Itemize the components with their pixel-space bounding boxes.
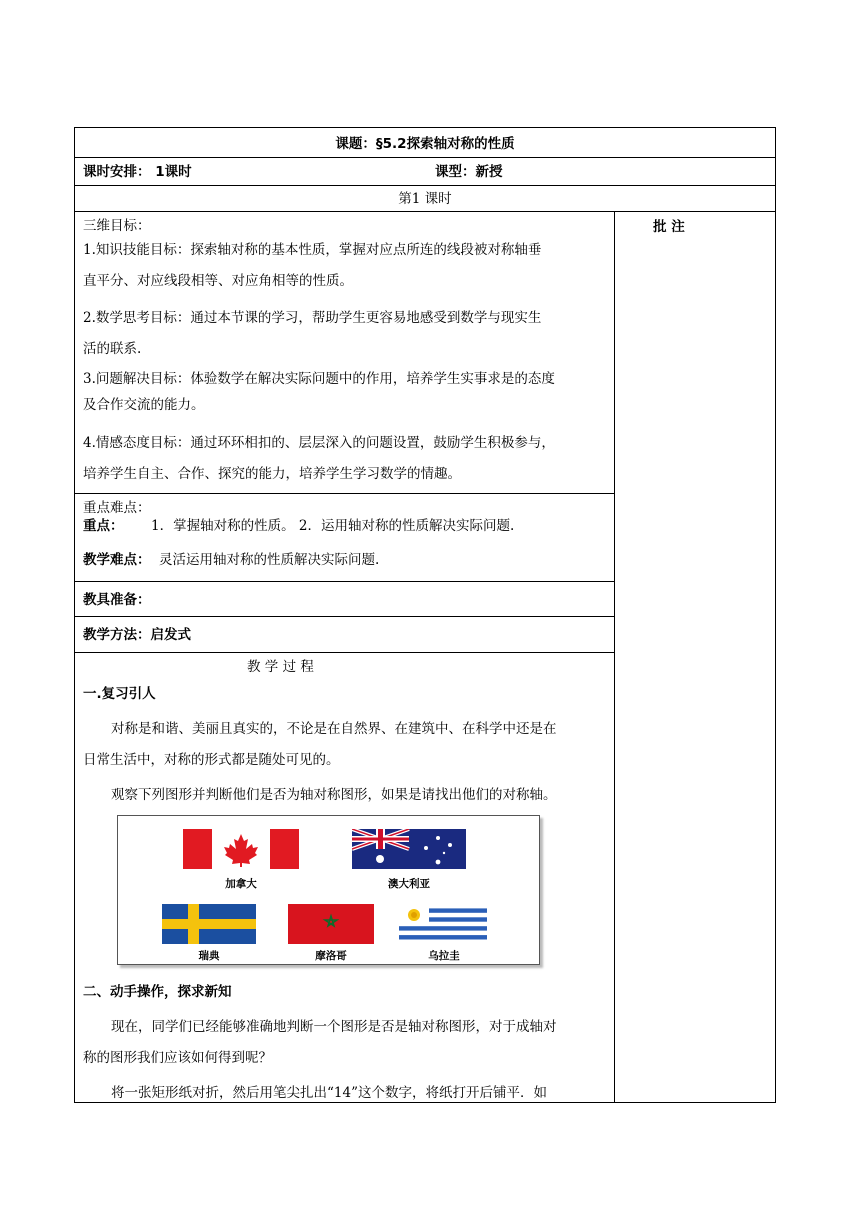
flags-image	[117, 815, 540, 965]
method-cell	[75, 617, 615, 653]
para-1-line-2: 日常生活中，对称的形式都是随处可见的。	[83, 752, 340, 768]
tools-cell	[75, 582, 615, 617]
goal-3-line-1: 3.问题解决目标：体验数学在解决实际问题中的作用，培养学生实事求是的态度	[83, 371, 555, 387]
goal-2-line-2: 活的联系.	[83, 341, 142, 357]
tools-label: 教具准备：	[83, 592, 151, 608]
period-row	[75, 186, 775, 212]
australia-caption: 澳大利亚	[388, 878, 430, 890]
sweden-caption: 瑞典	[198, 950, 220, 962]
goal-4-line-2: 培养学生自主、合作、探究的能力，培养学生学习数学的情趣。	[83, 466, 461, 482]
title-row	[75, 128, 775, 158]
process-cell	[75, 653, 615, 1103]
canada-flag	[183, 829, 299, 869]
para-2: 观察下列图形并判断他们是否为轴对称图形，如果是请找出他们的对称轴。	[111, 787, 557, 803]
schedule-row	[75, 158, 775, 186]
key-text: 1．掌握轴对称的性质。 2．运用轴对称的性质解决实际问题.	[151, 518, 515, 534]
schedule-label: 课时安排： 1课时	[83, 164, 192, 180]
goal-1-line-1: 1.知识技能目标：探索轴对称的基本性质，掌握对应点所连的线段被对称轴垂	[83, 242, 542, 258]
uruguay-caption: 乌拉圭	[428, 950, 460, 962]
key-points-cell	[75, 494, 615, 582]
section-1-heading: 一.复习引人	[83, 686, 156, 702]
goals-cell	[75, 212, 615, 494]
key-label: 重点：	[83, 518, 124, 534]
lesson-plan-table	[74, 127, 776, 1103]
goal-3-line-2: 及合作交流的能力。	[83, 397, 205, 413]
goal-2-line-1: 2.数学思考目标：通过本节课的学习，帮助学生更容易地感受到数学与现实生	[83, 310, 542, 326]
lesson-title: 课题：§5.2探索轴对称的性质	[335, 136, 515, 152]
sweden-flag	[162, 904, 256, 944]
difficulty-label: 教学难点：	[83, 552, 151, 568]
goals-heading: 三维目标：	[83, 218, 151, 234]
goal-4-line-1: 4.情感态度目标：通过环环相扣的、层层深入的问题设置，鼓励学生积极参与，	[83, 435, 555, 451]
method-label: 教学方法：启发式	[83, 627, 191, 643]
annotation-label: 批 注	[653, 219, 685, 235]
period-label: 第1 课时	[398, 191, 452, 207]
difficulty-text: 灵活运用轴对称的性质解决实际问题.	[159, 552, 380, 568]
goal-1-line-2: 直平分、对应线段相等、对应角相等的性质。	[83, 273, 353, 289]
process-title: 教 学 过 程	[247, 659, 314, 675]
section-2-heading: 二、动手操作，探求新知	[83, 984, 232, 1000]
lesson-type: 课型：新授	[435, 164, 503, 180]
para-1-line-1: 对称是和谐、美丽且真实的，不论是在自然界、在建筑中、在科学中还是在	[111, 721, 557, 737]
uruguay-flag	[399, 904, 487, 944]
key-points-heading: 重点难点：	[83, 500, 151, 516]
morocco-flag	[288, 904, 374, 944]
para-4: 将一张矩形纸对折，然后用笔尖扎出“14”这个数字，将纸打开后铺平．如	[111, 1085, 547, 1101]
para-3-line-2: 称的图形我们应该如何得到呢？	[83, 1050, 272, 1066]
australia-flag	[352, 829, 466, 869]
canada-caption: 加拿大	[225, 878, 257, 890]
para-3-line-1: 现在，同学们已经能够准确地判断一个图形是否是轴对称图形，对于成轴对	[111, 1019, 557, 1035]
morocco-caption: 摩洛哥	[315, 950, 347, 962]
